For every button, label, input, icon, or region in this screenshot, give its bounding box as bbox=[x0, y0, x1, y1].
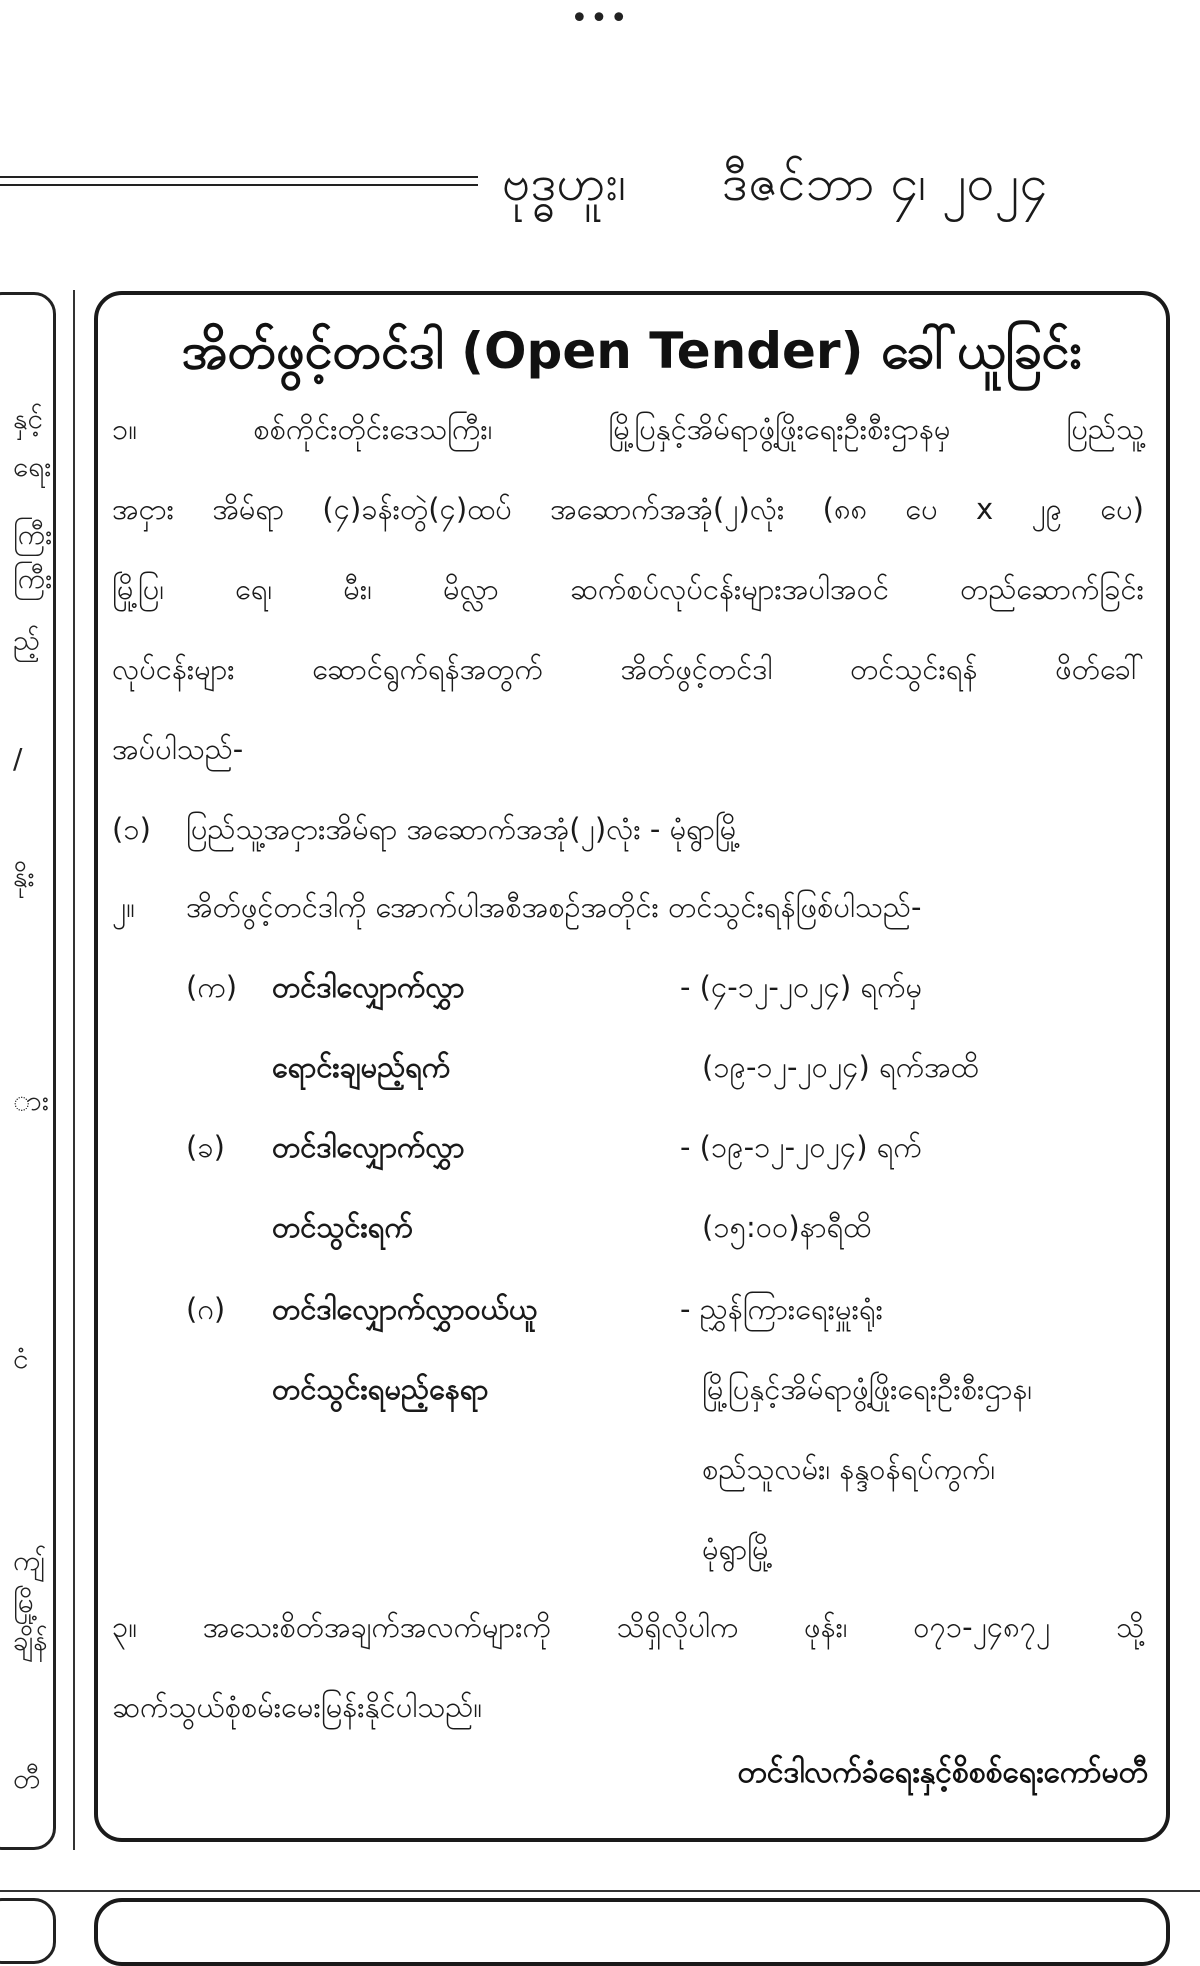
more-options-icon[interactable]: ••• bbox=[570, 1, 630, 36]
schedule-value: မုံရွာမြို့ bbox=[702, 1532, 774, 1566]
header-date: ဒီဇင်ဘာ ၄၊ ၂၀၂၄ bbox=[722, 154, 1048, 212]
schedule-value: စည်သူလမ်း၊ နန္ဒဝန်ရပ်ကွက်၊ bbox=[702, 1452, 996, 1486]
fragment-text: ကြီး bbox=[13, 562, 53, 595]
fragment-text: ချိန် bbox=[13, 1624, 48, 1657]
header-day: ဗုဒ္ဓဟူး၊ bbox=[502, 154, 627, 212]
schedule-label: တင်သွင်းရမည့်နေရာ bbox=[272, 1372, 489, 1406]
fragment-text: ရေး bbox=[13, 450, 52, 483]
schedule-label: ရောင်းချမည့်ရက် bbox=[272, 1050, 451, 1084]
fragment-text: ား bbox=[13, 1084, 50, 1117]
notice-title: အိတ်ဖွင့်တင်ဒါ (Open Tender) ခေါ်ယူခြင်း bbox=[181, 322, 1083, 380]
para1-line: လုပ်ငန်းများ ဆောင်ရွက်ရန်အတွက် အိတ်ဖွင့်တင်ဒါ တင်သွင်းရန် ဖိတ်ခေါ် bbox=[112, 652, 1144, 686]
para1-line: မြို့ပြ၊ ရေ၊ မီး၊ မိလ္လာ ဆက်စပ်လုပ်ငန်းများအပါအဝင် တည်ဆောက်ခြင်း bbox=[112, 572, 1144, 606]
fragment-text: ငံ bbox=[13, 1342, 29, 1375]
fragment-text: ကျ် bbox=[13, 1544, 45, 1577]
column-divider bbox=[73, 290, 75, 1850]
schedule-value: - (၄-၁၂-၂၀၂၄) ရက်မှ bbox=[680, 970, 923, 1004]
schedule-value: (၁၅:၀၀)နာရီထိ bbox=[702, 1210, 872, 1244]
page-header bbox=[502, 148, 1182, 218]
schedule-item-number: (ဂ) bbox=[186, 1292, 226, 1326]
para1-line: အငှား အိမ်ရာ (၄)ခန်းတွဲ(၄)ထပ် အဆောက်အအုံ(၂)လုံး (၈၈ ပေ x ၂၉ ပေ) bbox=[112, 492, 1144, 526]
item1-number: (၁) bbox=[112, 812, 151, 846]
para2-text: အိတ်ဖွင့်တင်ဒါကို အောက်ပါအစီအစဉ်အတိုင်း တင်သွင်းရန်ဖြစ်ပါသည်- bbox=[186, 890, 922, 924]
schedule-label: တင်ဒါလျှောက်လွှာဝယ်ယူ bbox=[272, 1292, 538, 1326]
schedule-item-number: (ခ) bbox=[186, 1130, 225, 1164]
schedule-item-number: (က) bbox=[186, 970, 238, 1004]
fragment-text: နိုး bbox=[13, 860, 35, 893]
fragment-text: ကြီး၊ bbox=[13, 518, 57, 551]
schedule-value: (၁၉-၁၂-၂၀၂၄) ရက်အထိ bbox=[702, 1050, 979, 1084]
section-divider bbox=[0, 1890, 1200, 1892]
para3-line: ဆက်သွယ်စုံစမ်းမေးမြန်းနိုင်ပါသည်။ bbox=[112, 1690, 483, 1724]
schedule-value: - (၁၉-၁၂-၂၀၂၄) ရက် bbox=[680, 1130, 922, 1164]
para1-line: အပ်ပါသည်- bbox=[112, 732, 244, 766]
item1-text: ပြည်သူ့အငှားအိမ်ရာ အဆောက်အအုံ(၂)လုံး - မုံရွာမြို့ bbox=[186, 812, 741, 846]
para1-line: ၁။ စစ်ကိုင်းတိုင်းဒေသကြီး၊ မြို့ပြနှင့်အိမ်ရာဖွံ့ဖြိုးရေးဦးစီးဌာနမှ ပြည်သူ့ bbox=[112, 412, 1144, 446]
schedule-value: မြို့ပြနှင့်အိမ်ရာဖွံ့ဖြိုးရေးဦးစီးဌာန၊ bbox=[702, 1372, 1033, 1406]
committee-signature: တင်ဒါလက်ခံရေးနှင့်စိစစ်ရေးကော်မတီ bbox=[737, 1755, 1148, 1790]
tender-notice bbox=[94, 291, 1170, 1842]
header-rule-bottom bbox=[0, 184, 478, 186]
schedule-label: တင်ဒါလျှောက်လွှာ bbox=[272, 1130, 465, 1164]
adjacent-notice-fragment bbox=[0, 292, 56, 1850]
schedule-label: တင်ဒါလျှောက်လွှာ bbox=[272, 970, 465, 1004]
fragment-text: / bbox=[13, 742, 23, 775]
schedule-label: တင်သွင်းရက် bbox=[272, 1210, 413, 1244]
header-rule-top bbox=[0, 176, 478, 178]
fragment-text: ည့် bbox=[13, 624, 41, 657]
fragment-text: တီ bbox=[13, 1762, 41, 1795]
next-notice-fragment bbox=[94, 1898, 1170, 1966]
para2-number: ၂။ bbox=[112, 890, 136, 924]
schedule-value: - ညွှန်ကြားရေးမှူးရုံး bbox=[680, 1292, 883, 1326]
fragment-text: နှင့် bbox=[13, 402, 43, 435]
next-notice-fragment-left bbox=[0, 1898, 56, 1964]
para3-line: ၃။ အသေးစိတ်အချက်အလက်များကို သိရှိလိုပါက ဖုန်း၊ ၀၇၁-၂၄၈၇၂ သို့ bbox=[112, 1610, 1144, 1644]
fragment-text: မြို့ bbox=[13, 1586, 39, 1619]
